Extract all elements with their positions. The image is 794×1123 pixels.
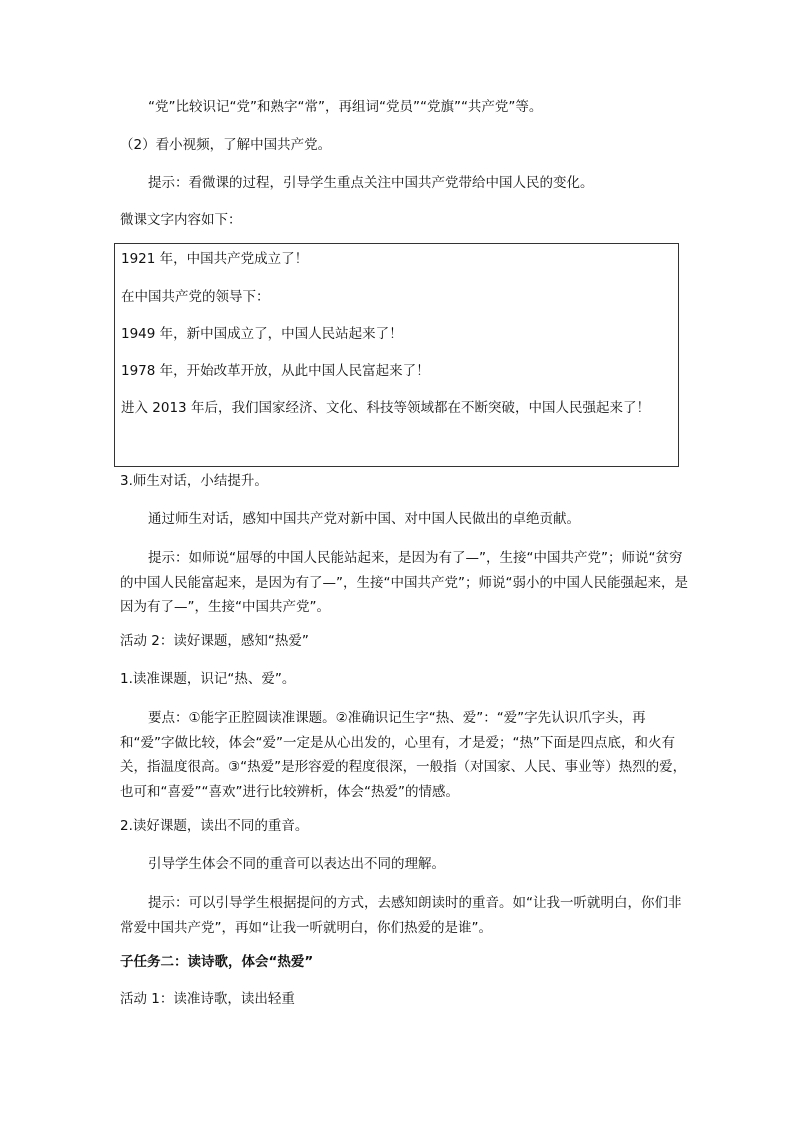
box-line: 1978 年，开始改革开放，从此中国人民富起来了！	[121, 363, 430, 379]
paragraph-line: 微课文字内容如下：	[120, 212, 242, 228]
hint-paragraph: 提示：可以引导学生根据提问的方式，去感知朗读时的重音。如“让我一听就明白，你们非常爱中国共产党”，再如“让我一听就明白，你们热爱的是谁”。	[120, 895, 682, 936]
section-heading: （2）看小视频，了解中国共产党。	[120, 137, 332, 153]
subtask-heading: 子任务二：读诗歌，体会“热爱”	[120, 954, 314, 970]
micro-lesson-text-box	[114, 243, 679, 467]
box-line: 1921 年，中国共产党成立了！	[121, 251, 309, 267]
box-line: 1949 年，新中国成立了，中国人民站起来了！	[121, 326, 403, 342]
activity-heading: 活动 1：读准诗歌，读出轻重	[120, 991, 295, 1007]
section-heading: 2.读好课题，读出不同的重音。	[120, 818, 309, 834]
paragraph-line: “党”比较识记“党”和熟字“常”，再组词“党员”“党旗”“共产党”等。	[148, 99, 543, 115]
box-line: 在中国共产党的领导下：	[121, 289, 270, 305]
hint-paragraph: 提示：看微课的过程，引导学生重点关注中国共产党带给中国人民的变化。	[148, 175, 594, 191]
activity-heading: 活动 2：读好课题，感知“热爱”	[120, 633, 309, 649]
paragraph-line: 引导学生体会不同的重音可以表达出不同的理解。	[148, 856, 445, 872]
key-points-paragraph: 要点：①能字正腔圆读准课题。②准确识记生字“热、爱”：“爱”字先认识爪字头，再和“爱”字做比较，体会“爱”一定是从心出发的，心里有，才是爱；“热”下面是四点底，和火有关，指温度很高。③“热爱”是形容爱的程度很深，一般指（对国家、人民、事业等）热烈的爱，也可和“喜爱”“喜欢”进行比较辨析，体会“热爱”的情感。	[120, 710, 687, 800]
box-line: 进入 2013 年后，我们国家经济、文化、科技等领域都在不断突破，中国人民强起来了！	[121, 400, 650, 416]
section-heading: 1.读准课题，识记“热、爱”。	[120, 671, 296, 687]
hint-paragraph: 提示：如师说“屈辱的中国人民能站起来，是因为有了—”，生接“中国共产党”；师说“贫穷的中国人民能富起来，是因为有了—”，生接“中国共产党”；师说“弱小的中国人民能强起来，是因为有了—”，生接“中国共产党”。	[120, 550, 688, 615]
paragraph-line: 通过师生对话，感知中国共产党对新中国、对中国人民做出的卓绝贡献。	[148, 511, 580, 527]
section-heading: 3.师生对话，小结提升。	[120, 473, 268, 489]
